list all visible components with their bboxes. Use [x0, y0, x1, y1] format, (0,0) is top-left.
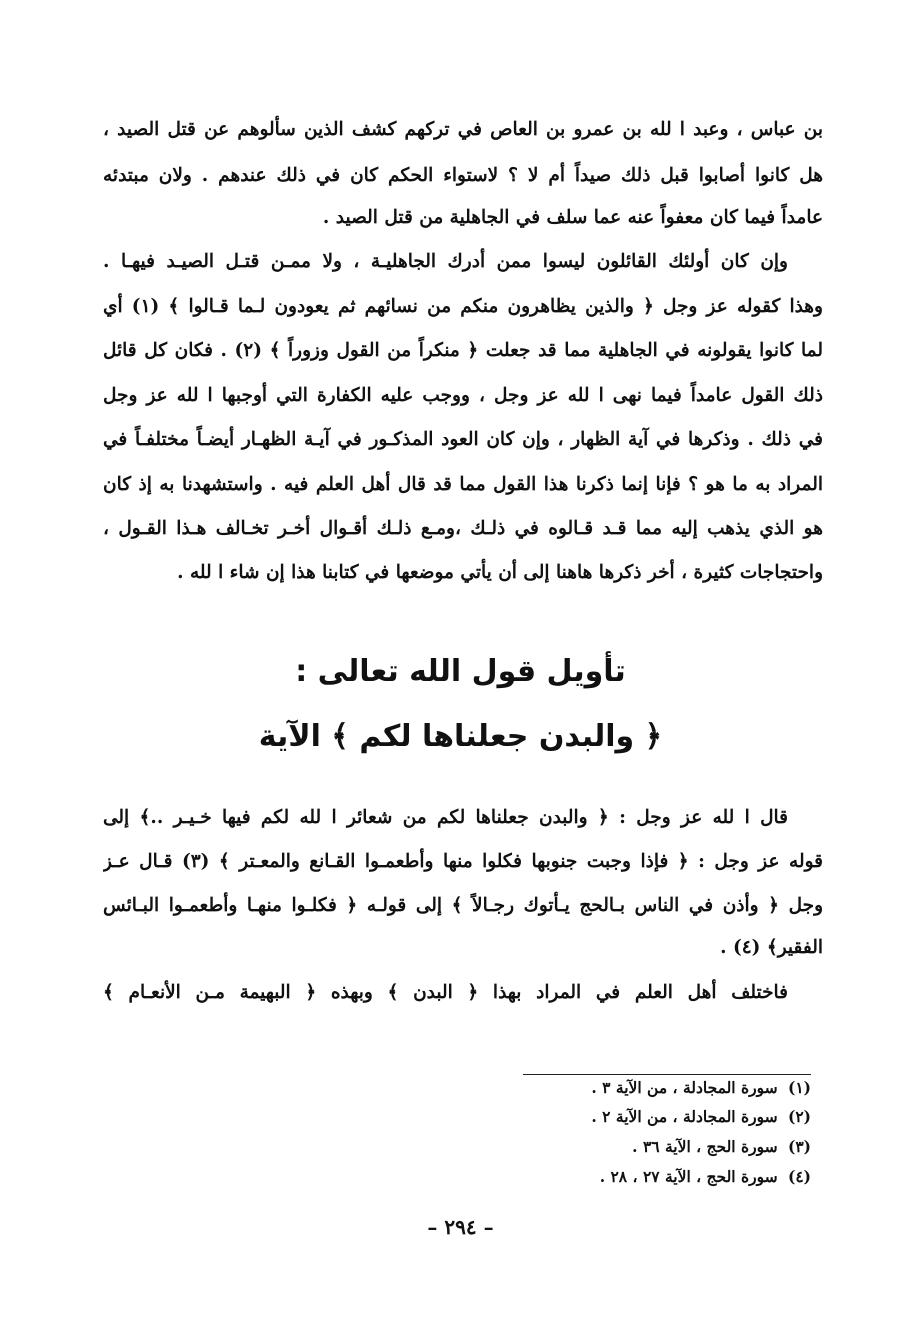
- paragraph-1-line-3: عامداً فيما كان معفواً عنه عما سلف في الجاهلية من قتل الصيد .: [322, 207, 823, 228]
- footnote-4: [511, 1163, 811, 1191]
- footnote-text: سورة الحج ، الآية ٢٧ ، ٢٨ .: [599, 1167, 778, 1186]
- footnote-1: [511, 1074, 811, 1102]
- paragraph-2-line-7: هو الذي يذهب إليه مما قـد قـالوه في ذلـك ،ومـع ذلـك أقـوال أخـر تخـالف هـذا القـول ،: [103, 518, 823, 539]
- paragraph-1-line-1: بن عباس ، وعبد ا لله بن عمرو بن العاص في تركهم كشف الذين سألوهم عن قتل الصيد ،: [103, 119, 823, 140]
- footnote-3: [511, 1133, 811, 1161]
- footnote-text: سورة المجادلة ، من الآية ٣ .: [591, 1078, 778, 1097]
- footnote-number: (٤): [787, 1167, 811, 1186]
- paragraph-4-line-1: فاختلف أهل العلم في المراد بهذا ﴿ البدن ﴾ وبهذه ﴿ البهيمة مـن الأنعـام ﴾: [103, 982, 788, 1003]
- paragraph-2-line-2: وهذا كقوله عز وجل ﴿ والذين يظاهرون منكم من نسائهم ثم يعودون لـما قـالوا ﴾ (١) أي: [103, 296, 823, 317]
- footnote-number: (١): [787, 1078, 811, 1097]
- paragraph-3-line-2: قوله عز وجل : ﴿ فإذا وجبت جنوبها فكلوا منها وأطعمـوا القـانع والمعـتر ﴾ (٣) قـال عـز: [103, 851, 823, 872]
- page-number: – ٢٩٤ –: [427, 1215, 494, 1239]
- section-heading: تأويل قول الله تعالى :: [295, 654, 626, 689]
- paragraph-2-line-5: في ذلك . وذكرها في آية الظهار ، وإن كان العود المذكـور في آيـة الظهـار أيضـاً مختلفـاً في: [103, 429, 823, 450]
- paragraph-3-line-4: الفقير﴾ (٤) .: [720, 937, 823, 958]
- paragraph-3-line-3: وجل ﴿ وأذن في الناس بـالحج يـأتوك رجـالاً ﴾ إلى قولـه ﴿ فكلـوا منهـا وأطعمـوا البـائس: [103, 895, 823, 916]
- paragraph-2-line-6: المراد به ما هو ؟ فإنا إنما ذكرنا هذا القول مما قد قال أهل العلم فيه . واستشهدنا به إذ كان: [103, 474, 823, 495]
- footnote-text: سورة الحج ، الآية ٣٦ .: [632, 1137, 778, 1156]
- footnote-number: (٣): [787, 1137, 811, 1156]
- paragraph-1-line-2: هل كانوا أصابوا قبل ذلك صيداً أم لا ؟ لاستواء الحكم كان في ذلك عندهم . ولان مبتدئه: [103, 165, 823, 186]
- paragraph-3-line-1: قال ا لله عز وجل : ﴿ والبدن جعلناها لكم من شعائر ا لله لكم فيها خـيـر ..﴾ إلى: [103, 807, 788, 828]
- footnote-2: [511, 1103, 811, 1131]
- section-heading-verse: ﴿ والبدن جعلناها لكم ﴾ الآية: [258, 719, 663, 754]
- footnote-number: (٢): [787, 1107, 811, 1126]
- paragraph-2-line-3: لما كانوا يقولونه في الجاهلية مما قد جعلت ﴿ منكراً من القول وزوراً ﴾ (٢) . فكان كل قائل: [103, 340, 823, 361]
- footnote-text: سورة المجادلة ، من الآية ٢ .: [591, 1107, 778, 1126]
- paragraph-2-line-4: ذلك القول عامداً فيما نهى ا لله عز وجل ، ووجب عليه الكفارة التي أوجبها ا لله عز وجل: [103, 385, 823, 406]
- paragraph-2-line-8: واحتجاجات كثيرة ، أخر ذكرها هاهنا إلى أن يأتي موضعها في كتابنا هذا إن شاء ا لله .: [177, 562, 823, 583]
- paragraph-2-line-1: وإن كان أولئك القائلون ليسوا ممن أدرك الجاهليـة ، ولا ممـن قتـل الصيـد فيهـا .: [103, 251, 788, 272]
